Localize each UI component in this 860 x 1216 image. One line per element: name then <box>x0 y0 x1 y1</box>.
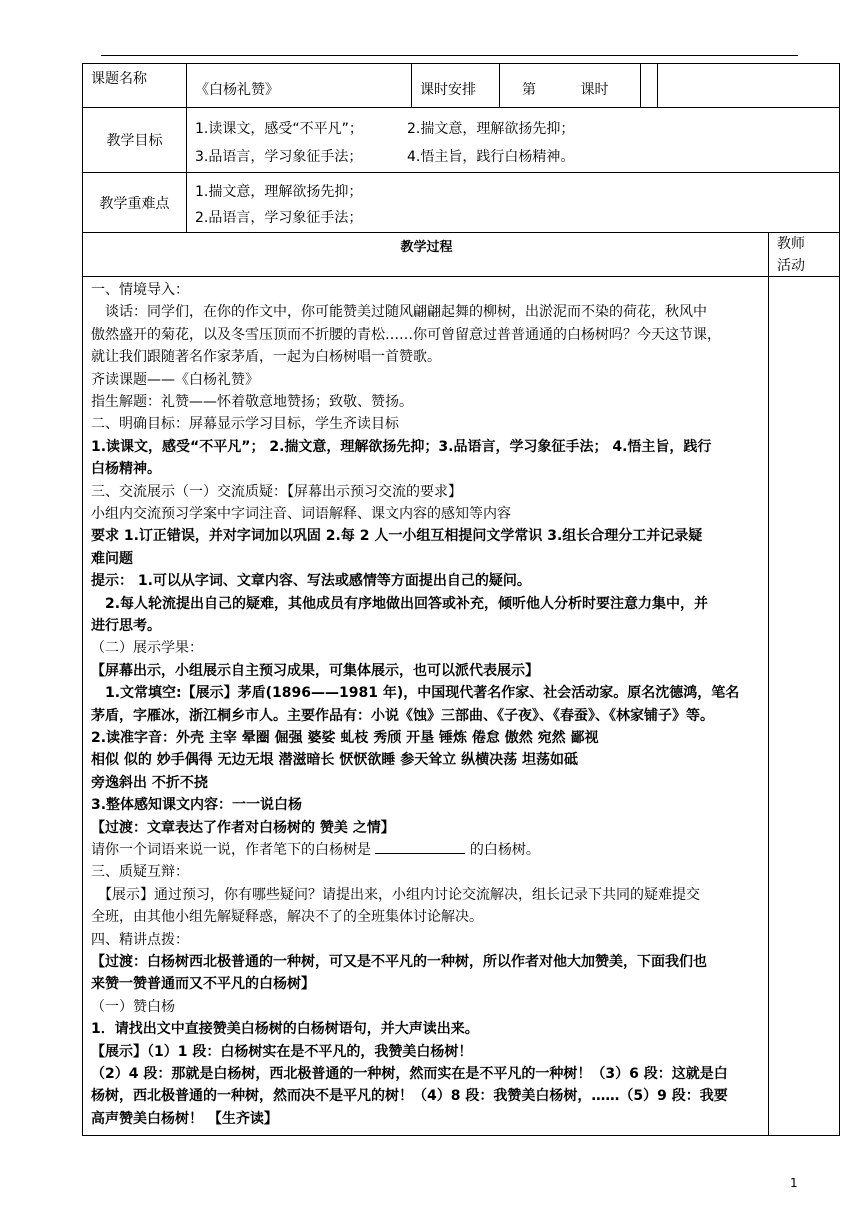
teacher-col-line2: 活动 <box>777 258 805 274</box>
process-line: 全班，由其他小组先解疑释惑，解决不了的全班集体讨论解决。 <box>91 909 483 926</box>
header-blank-cell <box>657 63 840 108</box>
process-line: 傲然盛开的菊花，以及冬雪压顶而不折腰的青松……你可曾留意过普普通通的白杨树吗？今天这节课， <box>91 326 721 343</box>
process-line: 三、质疑互辩： <box>91 864 189 881</box>
process-line: 相似 似的 妙手偶得 无边无垠 潜滋暗长 恹恹欲睡 参天耸立 纵横决荡 坦荡如砥 <box>91 752 578 769</box>
process-line: 【过渡：白杨树西北极普通的一种树，可又是不平凡的一种树，所以作者对他大加赞美，下面我们也 <box>91 954 707 970</box>
process-line: 【展示】（1）1 段：白杨树实在是不平凡的，我赞美白杨树！ <box>91 1043 473 1060</box>
fill-blank-underline <box>375 839 465 854</box>
process-line: 杨树，西北极普通的一种树，然而决不是平凡的树！（4）8 段：我赞美白杨树，……（5）9 段：我要 <box>91 1088 728 1105</box>
process-line: 1．请找出文中直接赞美白杨树的白杨树语句，并大声读出来。 <box>91 1021 479 1038</box>
process-header-cell <box>82 232 769 277</box>
process-line: 二、明确目标：屏幕显示学习目标，学生齐读目标 <box>91 416 399 433</box>
schedule-label: 课时安排 <box>420 82 476 98</box>
schedule-value-cell <box>499 63 641 108</box>
key-points-content-cell <box>186 172 840 233</box>
process-line: 【过渡：文章表达了作者对白杨树的 赞美 之情】 <box>91 819 395 836</box>
process-line: 进行思考。 <box>91 618 161 634</box>
process-line: （二）展示学果： <box>91 640 203 657</box>
process-line <box>91 839 540 861</box>
process-header: 教学过程 <box>400 240 453 255</box>
process-line: 小组内交流预习学案中字词注音、词语解释、课文内容的感知等内容 <box>91 506 511 522</box>
process-line: 高声赞美白杨树！ 【生齐读】 <box>91 1110 278 1127</box>
process-line: 就让我们跟随著名作家茅盾，一起为白杨树唱一首赞歌。 <box>91 349 441 366</box>
process-body-cell <box>82 276 769 1136</box>
goals-label-cell <box>82 107 187 173</box>
process-line: 【屏幕出示，小组展示自主预习成果，可集体展示，也可以派代表展示】 <box>91 662 539 679</box>
process-line: 难问题 <box>91 550 133 567</box>
process-line: 提示： 1.可以从字词、文章内容、写法或感情等方面提出自己的疑问。 <box>91 573 531 590</box>
key-point-2: 2.品语言，学习象征手法； <box>195 210 363 226</box>
goal-item-1: 1.读课文，感受“不平凡”； <box>195 121 363 137</box>
teacher-activity-body-cell <box>768 276 840 1136</box>
process-line: 指生解题：礼赞——怀着敬意地赞扬；致敬、赞扬。 <box>91 394 413 410</box>
header-rule <box>101 55 798 56</box>
process-line: 2.每人轮流提出自己的疑难，其他成员有序地做出回答或补充，倾听他人分析时要注意力集中，并 <box>91 595 709 612</box>
page-number: 1 <box>790 1176 798 1190</box>
process-line: 1.读课文，感受“不平凡”； 2.揣文意，理解欲扬先抑；3.品语言，学习象征手法； 4.悟主旨，践行 <box>91 438 712 455</box>
process-line: 2.读准字音：外壳 主宰 晕圈 倔强 婆娑 虬枝 秀颀 开垦 锤炼 倦怠 傲然 宛然 鄙视 <box>91 730 599 746</box>
process-line: 齐读课题——《白杨礼赞》 <box>91 371 259 388</box>
schedule-value-b: 课时 <box>580 82 609 98</box>
process-line: 四、精讲点拨： <box>91 931 189 948</box>
topic-label-cell <box>82 63 187 108</box>
fill-blank-prompt: 请你一个词语来说一说，作者笔下的白杨树是 <box>91 842 371 858</box>
process-line: 要求 1.订正错误，并对字词加以巩固 2.每 2 人一小组互相提问文学常识 3.组长合理分工并记录疑 <box>91 528 703 545</box>
goal-item-2: 2.揣文意，理解欲扬先抑； <box>407 121 575 137</box>
process-line: （一）赞白杨 <box>91 998 175 1015</box>
goals-label: 教学目标 <box>106 133 163 149</box>
topic-value-cell <box>186 63 412 108</box>
teacher-activity-header-cell <box>768 232 840 277</box>
process-line: 【展示】通过预习，你有哪些疑问？请提出来，小组内讨论交流解决，组长记录下共同的疑难提交 <box>91 886 700 903</box>
topic-label: 课题名称 <box>91 71 147 87</box>
fill-blank-suffix: 的白杨树。 <box>469 842 540 858</box>
teacher-col-line1: 教师 <box>777 236 805 252</box>
goal-item-4: 4.悟主旨，践行白杨精神。 <box>407 149 575 165</box>
process-line: 3.整体感知课文内容：一一说白杨 <box>91 797 303 814</box>
key-points-label: 教学重难点 <box>99 195 170 212</box>
goal-item-3: 3.品语言，学习象征手法； <box>195 149 363 165</box>
topic-value: 《白杨礼赞》 <box>195 82 279 98</box>
schedule-label-cell <box>411 63 500 108</box>
process-line: 茅盾，字雁冰，浙江桐乡市人。主要作品有：小说《蚀》三部曲、《子夜》、《春蚕》、《林家铺子》等。 <box>91 707 714 724</box>
process-line: 旁逸斜出 不折不挠 <box>91 774 208 791</box>
process-line: 三、交流展示（一）交流质疑：【屏幕出示预习交流的要求】 <box>91 483 462 500</box>
schedule-blank-cell <box>640 63 658 108</box>
key-point-1: 1.揣文意，理解欲扬先抑； <box>195 184 363 200</box>
key-points-label-cell <box>82 172 187 233</box>
process-line: （2）4 段：那就是白杨树，西北极普通的一种树，然而实在是不平凡的一种树！（3）6 段：这就是白 <box>91 1066 728 1082</box>
process-line: 来赞一赞普通而又不平凡的白杨树】 <box>91 976 315 993</box>
process-line: 谈话：同学们，在你的作文中，你可能赞美过随风翩翩起舞的柳树，出淤泥而不染的荷花，秋风中 <box>91 304 707 321</box>
goals-content-cell <box>186 107 840 173</box>
process-line: 白杨精神。 <box>91 461 161 478</box>
process-line: 1.文常填空:【展示】茅盾(1896——1981 年)，中国现代著名作家、社会活动家。原名沈德鸿，笔名 <box>91 685 740 702</box>
schedule-value-a: 第 <box>522 82 536 98</box>
process-line: 一、情境导入： <box>91 282 189 298</box>
